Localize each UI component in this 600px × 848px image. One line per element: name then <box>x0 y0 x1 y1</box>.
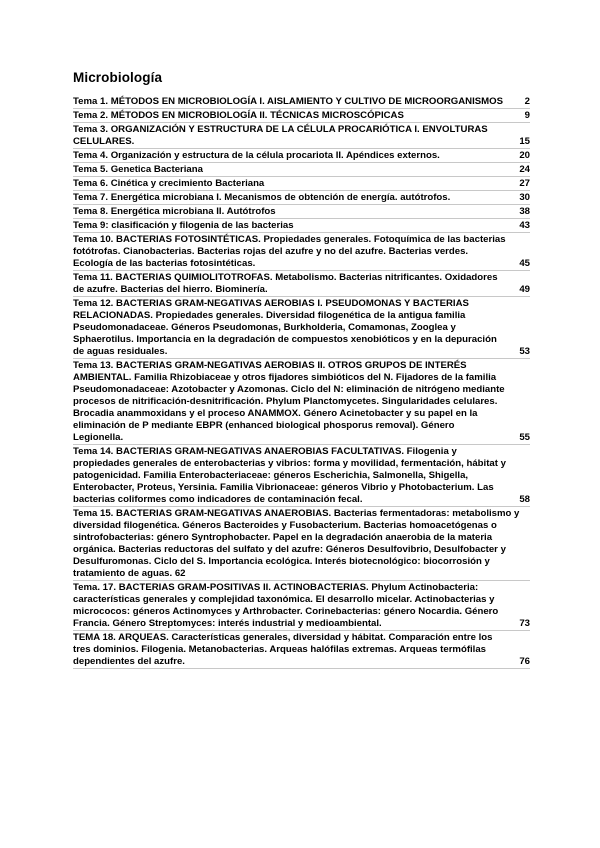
toc-entry-text: BACTERIAS QUIMIOLITOTROFAS. Metabolismo. Bacterias nitrificantes. Oxidadores de azufre. Bacterias del hierro. Biominería. <box>73 272 498 295</box>
toc-entry-label: Tema 15. <box>73 508 114 519</box>
toc-entry-text: BACTERIAS GRAM-NEGATIVAS AEROBIAS I. PSEUDOMONAS Y BACTERIAS RELACIONADAS. Propiedades generales. Diversidad filogenética de la antigua familia Pseudomonadaceae. Géneros Pseudomonas, Burkholderia, Comamonas, Zooglea y Sphaerotilus. Importancia en la degradación de compuestos xenobióticos y en la depuración de aguas residuales. <box>73 298 497 357</box>
toc-entry-label: Tema 13. <box>73 360 114 371</box>
toc-entry-tema-10[interactable] <box>73 234 530 271</box>
toc-entry-page: 24 <box>519 164 530 175</box>
toc-entry-label: Tema 7. <box>73 192 109 203</box>
toc-entry-page: 53 <box>519 346 530 357</box>
toc-entry-tema-7[interactable] <box>73 192 530 205</box>
toc-entry-page: 45 <box>519 258 530 269</box>
toc-entry-page: 55 <box>519 432 530 443</box>
toc-entry-page: 58 <box>519 494 530 505</box>
toc-entry-label: Tema 4. <box>73 150 109 161</box>
toc-entry-tema-13[interactable] <box>73 360 530 445</box>
toc-entry-text: BACTERIAS GRAM-NEGATIVAS ANAEROBIAS FACULTATIVAS. Filogenia y propiedades generales de enterobacterias y vibrios: forma y movilidad, fermentación, hábitat y patogenicidad. Familia Enterobacteriaceae: géneros Escherichia, Salmonella, Shigella, Enterobacter, Proteus, Yersinia. Familia Vibrionaceae: géneros Vibrio y Photobacterium. Las bacterias coliformes como indicadores de contaminación fecal. <box>73 446 506 505</box>
toc-entry-tema-9[interactable] <box>73 220 530 233</box>
toc-entry-page: 30 <box>519 192 530 203</box>
toc-entry-label: Tema 6. <box>73 178 109 189</box>
toc-entry-label: Tema 8. <box>73 206 109 217</box>
toc-entry-tema-4[interactable] <box>73 150 530 163</box>
toc-entry-page: 73 <box>519 618 530 629</box>
toc-entry-page: 9 <box>524 110 530 121</box>
toc-entry-label: Tema 12. <box>73 298 114 309</box>
toc-entry-label: Tema 3. <box>73 124 109 135</box>
toc-entry-page: 2 <box>524 96 530 107</box>
toc-entry-label: Tema 2. <box>73 110 109 121</box>
toc-entry-tema-1[interactable] <box>73 96 530 109</box>
toc-entry-tema-15[interactable] <box>73 508 530 581</box>
toc-entry-label: Tema 9: <box>73 220 109 231</box>
table-of-contents <box>73 96 530 670</box>
toc-entry-text: ARQUEAS. Características generales, diversidad y hábitat. Comparación entre los tres dominios. Filogenia. Metanobacterias. Arqueas halófilas extremas. Arqueas termófilas dependientes del azufre. <box>73 632 493 667</box>
toc-entry-text: BACTERIAS GRAM-NEGATIVAS ANAEROBIAS. Bacterias fermentadoras: metabolismo y diversidad filogenética. Géneros Bacteroides y Fusobacterium. Bacterias homoacetógenas o sintrofobacterias: género Syntrophobacter. Papel en la degradación anaerobia de la materia orgánica. Bacterias reductoras del sulfato y del azufre: Géneros Desulfovibrio, Desulfobacter y Desulfuromonas. Ciclo del S. Importancia ecológica. Interés biotecnológico: biocorrosión y tratamiento de aguas. <box>73 508 520 579</box>
toc-entry-text: BACTERIAS FOTOSINTÉTICAS. Propiedades generales. Fotoquímica de las bacterias fotótrofas. Cianobacterias. Bacterias rojas del azufre y no del azufre. Bacterias verdes. Ecología de las bacterias fotosintéticas. <box>73 234 506 269</box>
toc-entry-tema-17[interactable] <box>73 582 530 631</box>
toc-entry-page: 15 <box>519 136 530 147</box>
toc-entry-tema-5[interactable] <box>73 164 530 177</box>
toc-entry-page: 38 <box>519 206 530 217</box>
toc-entry-text: BACTERIAS GRAM-NEGATIVAS AEROBIAS II. OTROS GRUPOS DE INTERÉS AMBIENTAL. Familia Rhizobiaceae y otros fijadores simbióticos del N. Fijadores de la familia Pseudomonadaceae: Azotobacter y Azomonas. Ciclo del N: eliminación de nitrógeno mediante procesos de nitrificación-desnitrificación. Phylum Planctomycetes. Singularidades celulares. Brocadia anammoxidans y el proceso ANAMMOX. Género Acinetobacter y su papel en la eliminación de P mediante EBPR (enhanced biological phosporus removal). Género Legionella. <box>73 360 505 443</box>
toc-entry-tema-6[interactable] <box>73 178 530 191</box>
toc-entry-text: MÉTODOS EN MICROBIOLOGÍA I. AISLAMIENTO Y CULTIVO DE MICROORGANISMOS <box>110 96 504 107</box>
toc-entry-text: Genetica Bacteriana <box>110 164 203 175</box>
toc-entry-page: 43 <box>519 220 530 231</box>
toc-entry-label: Tema 1. <box>73 96 109 107</box>
toc-entry-text: Energética microbiana I. Mecanismos de obtención de energía. autótrofos. <box>110 192 451 203</box>
toc-entry-page: 76 <box>519 656 530 667</box>
toc-entry-text: Energética microbiana II. Autótrofos <box>110 206 276 217</box>
toc-entry-page: 62 <box>174 568 186 579</box>
toc-entry-tema-11[interactable] <box>73 272 530 297</box>
toc-entry-label: Tema 5. <box>73 164 109 175</box>
toc-entry-page: 27 <box>519 178 530 189</box>
toc-entry-text: clasificación y filogenia de las bacterias <box>111 220 294 231</box>
toc-entry-tema-2[interactable] <box>73 110 530 123</box>
toc-entry-label: Tema 11. <box>73 272 113 283</box>
toc-entry-text: MÉTODOS EN MICROBIOLOGÍA II. TÉCNICAS MICROSCÓPICAS <box>110 110 404 121</box>
toc-entry-tema-18[interactable] <box>73 632 530 669</box>
toc-entry-label: Tema. 17. <box>73 582 117 593</box>
toc-entry-text: ORGANIZACIÓN Y ESTRUCTURA DE LA CÉLULA PROCARIÓTICA I. ENVOLTURAS CELULARES. <box>73 124 488 147</box>
toc-entry-tema-12[interactable] <box>73 298 530 359</box>
toc-entry-text: Organización y estructura de la célula procariota II. Apéndices externos. <box>110 150 440 161</box>
toc-entry-label: Tema 10. <box>73 234 114 245</box>
toc-entry-page: 49 <box>519 284 530 295</box>
toc-entry-label: Tema 14. <box>73 446 114 457</box>
toc-entry-label: TEMA 18. <box>73 632 116 643</box>
document-title: Microbiología <box>73 70 163 85</box>
toc-entry-tema-8[interactable] <box>73 206 530 219</box>
toc-entry-text: BACTERIAS GRAM-POSITIVAS II. ACTINOBACTERIAS. Phylum Actinobacteria: características generales y complejidad taxonómica. El desarrollo micelar. Actinobacterias y micrococos: géneros Actinomyces y Arthrobacter. Corinebacterias: género Nocardia. Género Francia. Género Streptomyces: interés industrial y medioambiental. <box>73 582 499 629</box>
toc-entry-page: 20 <box>519 150 530 161</box>
toc-entry-tema-3[interactable] <box>73 124 530 149</box>
toc-entry-text: Cinética y crecimiento Bacteriana <box>110 178 265 189</box>
toc-entry-tema-14[interactable] <box>73 446 530 507</box>
